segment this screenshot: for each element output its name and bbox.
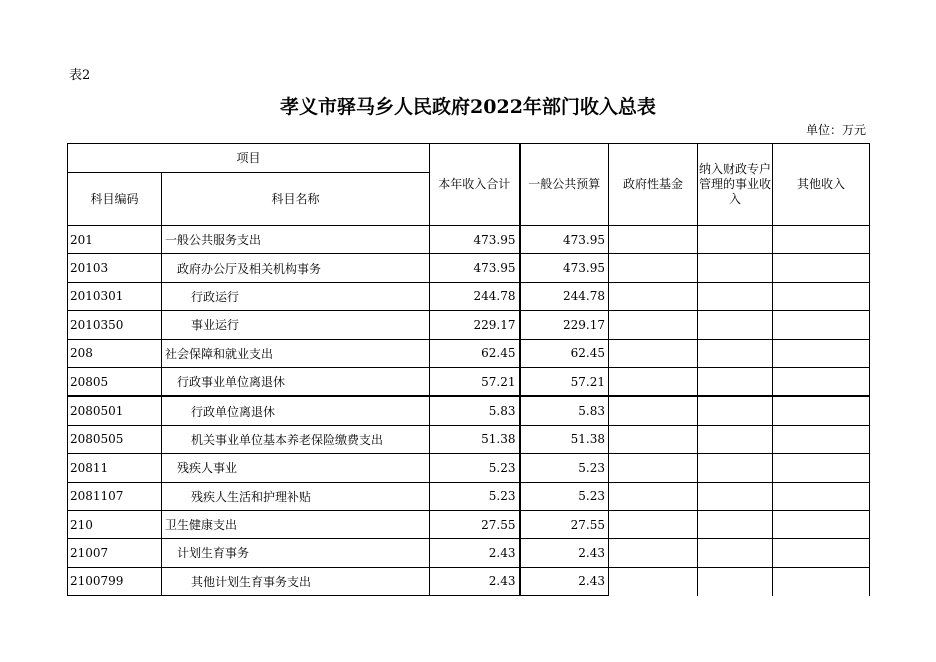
row-total: 5.83 — [430, 396, 520, 425]
row-total: 5.23 — [430, 454, 520, 482]
unit-label: 单位：万元 — [805, 123, 866, 137]
header-code: 科目编码 — [68, 173, 162, 226]
row-code: 2080505 — [68, 425, 162, 453]
row-general: 62.45 — [520, 339, 609, 367]
table-row — [68, 396, 870, 425]
income-table — [67, 143, 870, 596]
row-code: 2010350 — [68, 311, 162, 339]
row-name: 残疾人事业 — [162, 454, 430, 482]
row-name: 行政事业单位离退休 — [162, 367, 430, 396]
row-name: 事业运行 — [162, 311, 430, 339]
header-special-account: 纳入财政专户管理的事业收入 — [698, 144, 773, 226]
row-general: 57.21 — [520, 367, 609, 396]
table-row — [68, 367, 870, 396]
row-total: 5.23 — [430, 482, 520, 510]
table-row — [68, 339, 870, 367]
row-code: 2081107 — [68, 482, 162, 510]
row-general: 244.78 — [520, 282, 609, 310]
row-name: 行政运行 — [162, 282, 430, 310]
table-row — [68, 482, 870, 510]
row-code: 201 — [68, 226, 162, 254]
row-general: 229.17 — [520, 311, 609, 339]
row-name: 计划生育事务 — [162, 539, 430, 567]
row-code: 2010301 — [68, 282, 162, 310]
table-row — [68, 567, 870, 595]
row-name: 卫生健康支出 — [162, 510, 430, 538]
row-general: 51.38 — [520, 425, 609, 453]
row-total: 229.17 — [430, 311, 520, 339]
row-name: 其他计划生育事务支出 — [162, 567, 430, 595]
row-total: 244.78 — [430, 282, 520, 310]
row-general: 2.43 — [520, 539, 609, 567]
row-total: 57.21 — [430, 367, 520, 396]
row-general: 2.43 — [520, 567, 609, 595]
row-name: 政府办公厅及相关机构事务 — [162, 254, 430, 282]
row-code: 20811 — [68, 454, 162, 482]
table-row — [68, 311, 870, 339]
table-row — [68, 226, 870, 254]
row-code: 210 — [68, 510, 162, 538]
row-code: 2100799 — [68, 567, 162, 595]
row-code: 20805 — [68, 367, 162, 396]
row-general: 27.55 — [520, 510, 609, 538]
row-name: 行政单位离退休 — [162, 396, 430, 425]
row-general: 5.23 — [520, 482, 609, 510]
row-name: 残疾人生活和护理补贴 — [162, 482, 430, 510]
row-total: 51.38 — [430, 425, 520, 453]
header-other-income: 其他收入 — [773, 144, 870, 226]
header-gov-fund: 政府性基金 — [609, 144, 698, 226]
page-title: 孝义市驿马乡人民政府2022年部门收入总表 — [280, 96, 656, 118]
row-name: 社会保障和就业支出 — [162, 339, 430, 367]
header-general-budget: 一般公共预算 — [520, 144, 609, 226]
row-name: 一般公共服务支出 — [162, 226, 430, 254]
row-name: 机关事业单位基本养老保险缴费支出 — [162, 425, 430, 453]
header-total: 本年收入合计 — [430, 144, 520, 226]
row-total: 2.43 — [430, 567, 520, 595]
row-total: 62.45 — [430, 339, 520, 367]
row-general: 473.95 — [520, 226, 609, 254]
header-name: 科目名称 — [162, 173, 430, 226]
row-code: 20103 — [68, 254, 162, 282]
row-code: 21007 — [68, 539, 162, 567]
row-total: 473.95 — [430, 254, 520, 282]
table-row — [68, 282, 870, 310]
row-total: 2.43 — [430, 539, 520, 567]
row-general: 5.83 — [520, 396, 609, 425]
row-code: 208 — [68, 339, 162, 367]
table-number: 表2 — [69, 68, 91, 83]
table-row — [68, 454, 870, 482]
row-total: 473.95 — [430, 226, 520, 254]
row-code: 2080501 — [68, 396, 162, 425]
table-row — [68, 539, 870, 567]
table-row — [68, 425, 870, 453]
row-general: 5.23 — [520, 454, 609, 482]
table-row — [68, 510, 870, 538]
table-row — [68, 254, 870, 282]
row-total: 27.55 — [430, 510, 520, 538]
header-project: 项目 — [68, 144, 430, 173]
row-general: 473.95 — [520, 254, 609, 282]
